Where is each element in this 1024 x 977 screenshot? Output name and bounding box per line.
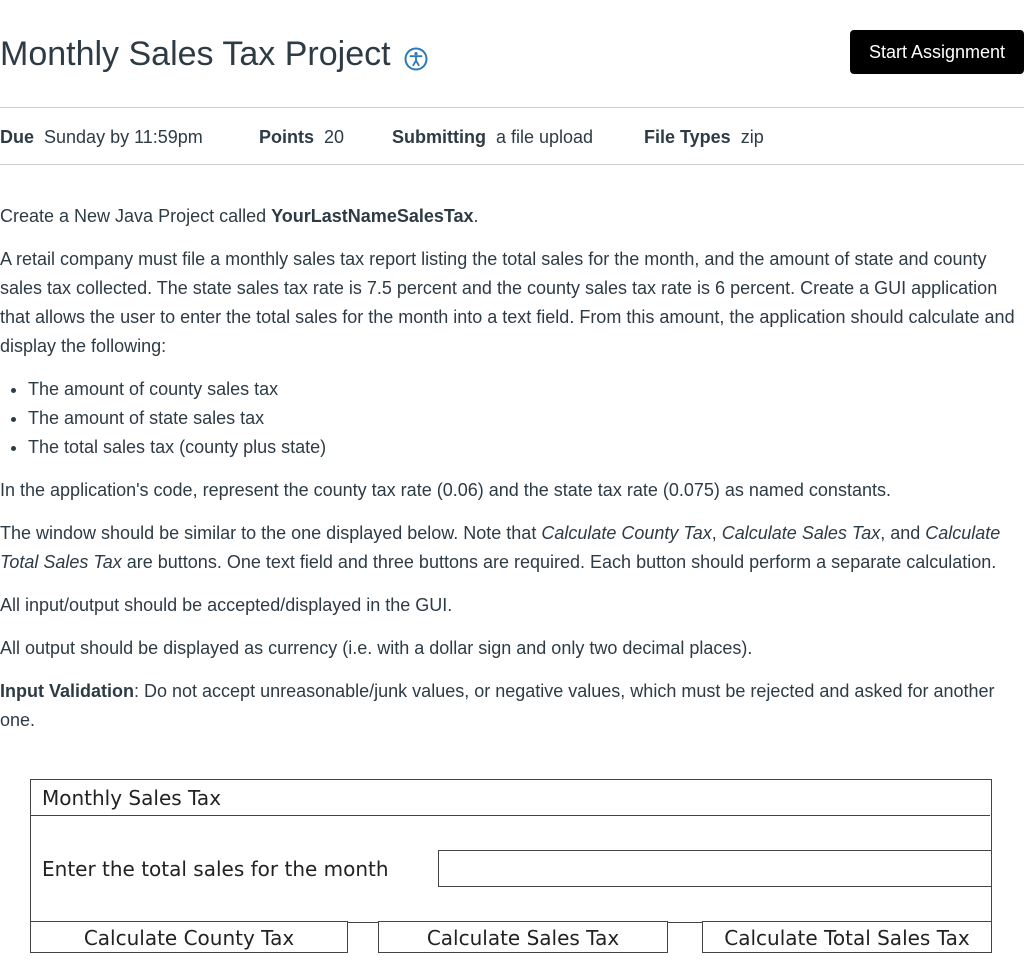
mockup-window-title: Monthly Sales Tax	[42, 786, 222, 810]
accessibility-icon[interactable]	[404, 47, 428, 71]
text: Calculate County Tax	[541, 523, 712, 543]
mockup-sales-input	[438, 850, 991, 887]
mockup-county-tax-button: Calculate County Tax	[30, 921, 348, 953]
text: , and	[880, 523, 926, 543]
text: Calculate Sales Tax	[721, 523, 881, 543]
mockup-title-divider	[30, 815, 990, 816]
paragraph-currency: All output should be displayed as currency (i.e. with a dollar sign and only two decimal places).	[0, 638, 753, 658]
paragraph-project-name	[0, 202, 1024, 231]
list-item: • The amount of state sales tax	[28, 404, 1024, 433]
submitting	[392, 126, 593, 148]
points-label: Points	[259, 127, 315, 147]
text: The window should be similar to the one displayed below. Note that	[0, 523, 542, 543]
file-types-label: File Types	[644, 127, 731, 147]
file-types	[644, 126, 764, 148]
due-value: Sunday by 11:59pm	[44, 127, 203, 147]
paragraph-constants: In the application's code, represent the county tax rate (0.06) and the state tax rate (0.075) as named constants.	[0, 480, 891, 500]
project-name: YourLastNameSalesTax	[271, 206, 474, 226]
paragraph-description: A retail company must file a monthly sales tax report listing the total sales for the month, and the amount of state and county sales tax collected. The state sales tax rate is 7.5 percent and the county sales tax rate is 6 percent. Create a GUI application that allows the user to enter the total sales for the month into a text field. From this amount, the application should calculate and display the following:	[0, 249, 1015, 356]
start-assignment-button[interactable]: Start Assignment	[850, 30, 1024, 74]
requirements-list	[0, 375, 1024, 462]
list-item: • The total sales tax (county plus state)	[28, 433, 1024, 462]
text: .	[473, 206, 479, 226]
paragraph-gui: All input/output should be accepted/displayed in the GUI.	[0, 595, 453, 615]
due-date	[0, 126, 203, 148]
paragraph-validation	[0, 677, 1024, 735]
assignment-details-bar	[0, 107, 1024, 165]
paragraph-window	[0, 519, 1024, 577]
text: Create a New Java Project called	[0, 206, 272, 226]
due-label: Due	[0, 127, 35, 147]
mockup-sales-tax-button: Calculate Sales Tax	[378, 921, 668, 953]
gui-mockup-figure	[30, 779, 992, 955]
points-value: 20	[324, 127, 345, 147]
page-title: Monthly Sales Tax Project	[0, 35, 391, 73]
mockup-total-tax-button: Calculate Total Sales Tax	[702, 921, 992, 953]
title-row	[0, 28, 1024, 80]
submitting-label: Submitting	[392, 127, 486, 147]
text: ,	[711, 523, 722, 543]
mockup-input-label: Enter the total sales for the month	[42, 857, 389, 881]
text: Input Validation	[0, 681, 134, 701]
text: are buttons. One text field and three buttons are required. Each button should perform a separate calculation.	[121, 552, 997, 572]
text: Calculate Total Sales Tax	[0, 523, 1001, 572]
text: : Do not accept unreasonable/junk values, or negative values, which must be rejected and asked for another one.	[0, 681, 995, 730]
list-item: • The amount of county sales tax	[28, 375, 1024, 404]
file-types-value: zip	[740, 127, 764, 147]
submitting-value: a file upload	[495, 127, 594, 147]
points	[259, 126, 344, 148]
assignment-description	[0, 202, 1024, 749]
